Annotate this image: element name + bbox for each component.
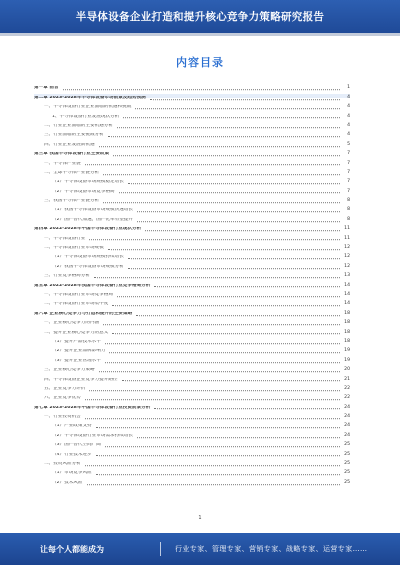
toc-leader-dots xyxy=(87,484,341,485)
report-header xyxy=(0,0,400,33)
footer-separator xyxy=(160,542,161,556)
toc-entry-label: 一、半导体设备行业 xyxy=(44,236,86,241)
toc-entry[interactable] xyxy=(34,150,350,159)
toc-entry[interactable] xyxy=(34,131,350,140)
toc-entry-label: （3）提升企业管理水平 xyxy=(52,358,101,363)
page-number: 1 xyxy=(198,515,202,521)
toc-entry-label: 三、我国半导体产业链分析 xyxy=(44,199,100,204)
toc-leader-dots xyxy=(128,183,340,184)
toc-leader-dots xyxy=(103,324,340,325)
toc-entry-page: 18 xyxy=(344,338,350,344)
toc-leader-dots xyxy=(85,465,340,466)
toc-entry[interactable] xyxy=(34,403,350,412)
toc-entry[interactable] xyxy=(34,93,350,102)
toc-entry-label: 第五章 2022-2028年我国半导体设备行业竞争格局分析 xyxy=(34,283,151,288)
toc-entry-page: 4 xyxy=(347,132,350,138)
toc-leader-dots xyxy=(96,474,340,475)
toc-entry-label: 第二章 2023-2028年半导体设备市场前景及趋势预测 xyxy=(34,95,146,100)
toc-entry-label: 第六章 企业核心竞争力与打造和提升的主要策略 xyxy=(34,311,133,316)
toc-leader-dots xyxy=(99,371,340,372)
toc-entry[interactable] xyxy=(34,431,350,440)
footer-tagline: 行业专家、管理专家、营销专家、战略专家、运营专家…… xyxy=(175,545,368,553)
toc-entry-page: 24 xyxy=(344,414,350,420)
toc-leader-dots xyxy=(128,268,340,269)
toc-entry[interactable] xyxy=(34,291,350,300)
toc-entry[interactable] xyxy=(34,159,350,168)
toc-entry-page: 7 xyxy=(347,160,350,166)
toc-entry-page: 13 xyxy=(344,273,350,279)
toc-heading: 内容目录 xyxy=(176,56,224,69)
toc-entry[interactable] xyxy=(34,178,350,187)
toc-leader-dots xyxy=(137,437,340,438)
toc-entry-label: 一、行业投资机会 xyxy=(44,415,81,420)
toc-leader-dots xyxy=(108,136,340,137)
toc-entry-label: （2）我国半导体设备市场规模分析 xyxy=(52,264,124,269)
toc-leader-dots xyxy=(105,362,340,363)
toc-entry[interactable] xyxy=(34,385,350,394)
toc-entry[interactable] xyxy=(34,338,350,347)
toc-entry[interactable] xyxy=(34,450,350,459)
toc-entry-page: 7 xyxy=(347,169,350,175)
toc-leader-dots xyxy=(108,249,340,250)
toc-leader-dots xyxy=(119,193,340,194)
toc-entry-page: 11 xyxy=(344,235,350,241)
toc-entry[interactable] xyxy=(34,441,350,450)
toc-entry[interactable] xyxy=(34,187,350,196)
toc-entry-label: 第七章 2023-2028年中国半导体设备行业投资前景分析 xyxy=(34,405,151,410)
toc-leader-dots xyxy=(112,334,340,335)
toc-entry-page: 25 xyxy=(344,461,350,467)
toc-leader-dots xyxy=(154,409,340,410)
toc-entry[interactable] xyxy=(34,84,350,93)
toc-entry-page: 18 xyxy=(344,329,350,335)
toc-entry-page: 4 xyxy=(347,122,350,128)
toc-entry-page: 25 xyxy=(344,442,350,448)
toc-leader-dots xyxy=(117,296,340,297)
toc-entry[interactable] xyxy=(34,478,350,487)
toc-entry[interactable] xyxy=(34,272,350,281)
toc-entry-label: 五、企业竞争力评价 xyxy=(44,386,86,391)
toc-entry-page: 24 xyxy=(344,432,350,438)
toc-entry[interactable] xyxy=(34,112,350,121)
toc-entry-label: 三、企业核心竞争力策略 xyxy=(44,368,95,373)
toc-entry[interactable] xyxy=(34,215,350,224)
toc-entry[interactable] xyxy=(34,309,350,318)
toc-entry-page: 8 xyxy=(347,207,350,213)
toc-entry[interactable] xyxy=(34,469,350,478)
toc-entry-label: （1）市场竞争风险 xyxy=(52,471,92,476)
toc-leader-dots xyxy=(89,240,340,241)
toc-entry-label: （2）半导体设备行业市场需求持续增长 xyxy=(52,433,134,438)
toc-leader-dots xyxy=(112,305,340,306)
toc-entry-label: （4）行业技术进步 xyxy=(52,452,92,457)
toc-entry-page: 14 xyxy=(344,291,350,297)
toc-leader-dots xyxy=(136,315,340,316)
toc-entry-label: （3）国产替代空间广阔 xyxy=(52,443,101,448)
toc-entry-page: 8 xyxy=(347,198,350,204)
toc-entry-page: 5 xyxy=(347,141,350,147)
toc-entry[interactable] xyxy=(34,253,350,262)
toc-entry[interactable] xyxy=(34,347,350,356)
toc-entry-page: 25 xyxy=(344,479,350,485)
toc-entry-label: 一、半导体设备行业市场竞争格局 xyxy=(44,292,113,297)
toc-entry-page: 19 xyxy=(344,348,350,354)
toc-entry-page: 25 xyxy=(344,451,350,457)
toc-entry-label: 四、半导体设备企业竞争力提升路径 xyxy=(44,377,118,382)
footer-slogan: 让每个人都能成为 xyxy=(40,544,104,554)
toc-entry-label: （1）半导体设备市场规模稳定增长 xyxy=(52,180,124,185)
toc-leader-dots xyxy=(135,108,340,109)
toc-entry-label: （1）产业政策支持 xyxy=(52,424,92,429)
toc-entry-label: （1）提升产品技术水平 xyxy=(52,339,101,344)
toc-entry[interactable] xyxy=(34,225,350,234)
toc-leader-dots xyxy=(137,221,340,222)
toc-leader-dots xyxy=(122,380,340,381)
toc-entry[interactable] xyxy=(34,413,350,422)
toc-entry-label: 第四章 2022-2028年中国半导体设备行业现状分析 xyxy=(34,227,142,232)
toc-entry[interactable] xyxy=(34,394,350,403)
toc-entry-label: （2）提升企业品牌影响力 xyxy=(52,349,106,354)
toc-leader-dots xyxy=(63,89,340,90)
toc-leader-dots xyxy=(103,202,340,203)
toc-leader-dots xyxy=(96,456,340,457)
toc-leader-dots xyxy=(117,127,340,128)
toc-entry-label: 二、半导体设备行业市场集中度 xyxy=(44,302,109,307)
toc-leader-dots xyxy=(113,155,340,156)
toc-leader-dots xyxy=(123,118,340,119)
toc-entry-label: 三、行业面临的主要挑战分析 xyxy=(44,133,104,138)
toc-entry-page: 7 xyxy=(347,179,350,185)
toc-leader-dots xyxy=(150,99,340,100)
toc-entry-page: 18 xyxy=(344,320,350,326)
toc-entry[interactable] xyxy=(34,366,350,375)
toc-entry-page: 12 xyxy=(344,263,350,269)
toc-entry-label: 一、企业核心竞争力的内涵 xyxy=(44,321,100,326)
toc-entry-page: 12 xyxy=(344,254,350,260)
toc-leader-dots xyxy=(89,390,340,391)
toc-entry[interactable] xyxy=(34,422,350,431)
toc-entry-page: 22 xyxy=(344,395,350,401)
report-title: 半导体设备企业打造和提升核心竞争力策略研究报告 xyxy=(75,11,325,23)
toc-entry-page: 14 xyxy=(344,282,350,288)
toc-entry-label: 三、行业竞争格局分析 xyxy=(44,274,90,279)
toc-entry-label: 二、投资风险分析 xyxy=(44,462,81,467)
toc-entry[interactable] xyxy=(34,169,350,178)
toc-entry-label: （2）半导体设备市场竞争格局 xyxy=(52,189,115,194)
toc-leader-dots xyxy=(154,287,340,288)
toc-entry-label: （1）我国半导体设备市场规模快速增长 xyxy=(52,208,134,213)
toc-entry-page: 7 xyxy=(347,151,350,157)
toc-entry[interactable] xyxy=(34,328,350,337)
toc-entry-label: （2）国产替代加速，国产化率有望提升 xyxy=(52,217,134,222)
toc-entry[interactable] xyxy=(34,206,350,215)
header-divider xyxy=(0,33,400,36)
toc-entry-page: 8 xyxy=(347,216,350,222)
toc-entry[interactable] xyxy=(34,234,350,243)
toc-leader-dots xyxy=(137,211,340,212)
toc-leader-dots xyxy=(128,258,340,259)
toc-leader-dots xyxy=(85,418,340,419)
toc-entry[interactable] xyxy=(34,300,350,309)
toc-entry-page: 4 xyxy=(347,113,350,119)
toc-leader-dots xyxy=(103,174,340,175)
toc-entry-page: 21 xyxy=(344,376,350,382)
toc-entry-page: 7 xyxy=(347,188,350,194)
report-footer xyxy=(0,533,400,565)
toc-entry-label: （1）半导体设备市场规模持续增长 xyxy=(52,255,124,260)
toc-entry[interactable] xyxy=(34,319,350,328)
toc-leader-dots xyxy=(105,446,340,447)
toc-entry-page: 25 xyxy=(344,470,350,476)
table-of-contents xyxy=(34,84,350,488)
toc-entry-label: 四、行业企业发展新机遇 xyxy=(44,142,95,147)
toc-entry-page: 24 xyxy=(344,404,350,410)
toc-entry-label: 二、提升企业核心竞争力的意义 xyxy=(44,330,109,335)
toc-entry-label: （2）技术风险 xyxy=(52,480,83,485)
toc-entry-page: 19 xyxy=(344,357,350,363)
toc-entry[interactable] xyxy=(34,375,350,384)
toc-leader-dots xyxy=(94,277,340,278)
toc-entry-page: 24 xyxy=(344,423,350,429)
toc-leader-dots xyxy=(99,146,340,147)
toc-entry-label: 第一章 前言 xyxy=(34,86,59,91)
toc-entry-label: 1、半导体设备行业发展现状分析 xyxy=(52,114,120,119)
toc-entry-page: 1 xyxy=(347,85,350,91)
toc-entry-page: 18 xyxy=(344,310,350,316)
toc-entry-page: 20 xyxy=(344,367,350,373)
toc-entry[interactable] xyxy=(34,281,350,290)
toc-entry[interactable] xyxy=(34,197,350,206)
toc-entry[interactable] xyxy=(34,244,350,253)
toc-entry-page: 12 xyxy=(344,245,350,251)
toc-entry-label: 六、企业竞争优势 xyxy=(44,396,81,401)
toc-leader-dots xyxy=(109,352,340,353)
toc-entry[interactable] xyxy=(34,103,350,112)
toc-entry-page: 4 xyxy=(347,104,350,110)
toc-entry-page: 4 xyxy=(347,94,350,100)
toc-entry[interactable] xyxy=(34,460,350,469)
toc-entry[interactable] xyxy=(34,140,350,149)
toc-entry-label: 一、半导体产业链 xyxy=(44,161,81,166)
toc-entry[interactable] xyxy=(34,122,350,131)
toc-entry-page: 14 xyxy=(344,301,350,307)
toc-leader-dots xyxy=(85,165,340,166)
toc-entry-label: 二、全球半导体产业链分析 xyxy=(44,170,100,175)
toc-leader-dots xyxy=(85,399,340,400)
toc-entry-label: 二、半导体设备行业市场规模 xyxy=(44,246,104,251)
toc-entry-page: 11 xyxy=(344,226,350,232)
toc-leader-dots xyxy=(105,343,340,344)
toc-leader-dots xyxy=(96,427,340,428)
toc-entry-page: 22 xyxy=(344,385,350,391)
toc-entry-label: 第三章 我国半导体设备行业主要政策 xyxy=(34,152,110,157)
toc-entry-label: 一、半导体设备行业企业面临的机遇和挑战 xyxy=(44,105,132,110)
toc-entry[interactable] xyxy=(34,262,350,271)
toc-entry-label: 二、行业企业面临的主要机遇分析 xyxy=(44,123,113,128)
toc-entry[interactable] xyxy=(34,356,350,365)
toc-leader-dots xyxy=(145,230,340,231)
